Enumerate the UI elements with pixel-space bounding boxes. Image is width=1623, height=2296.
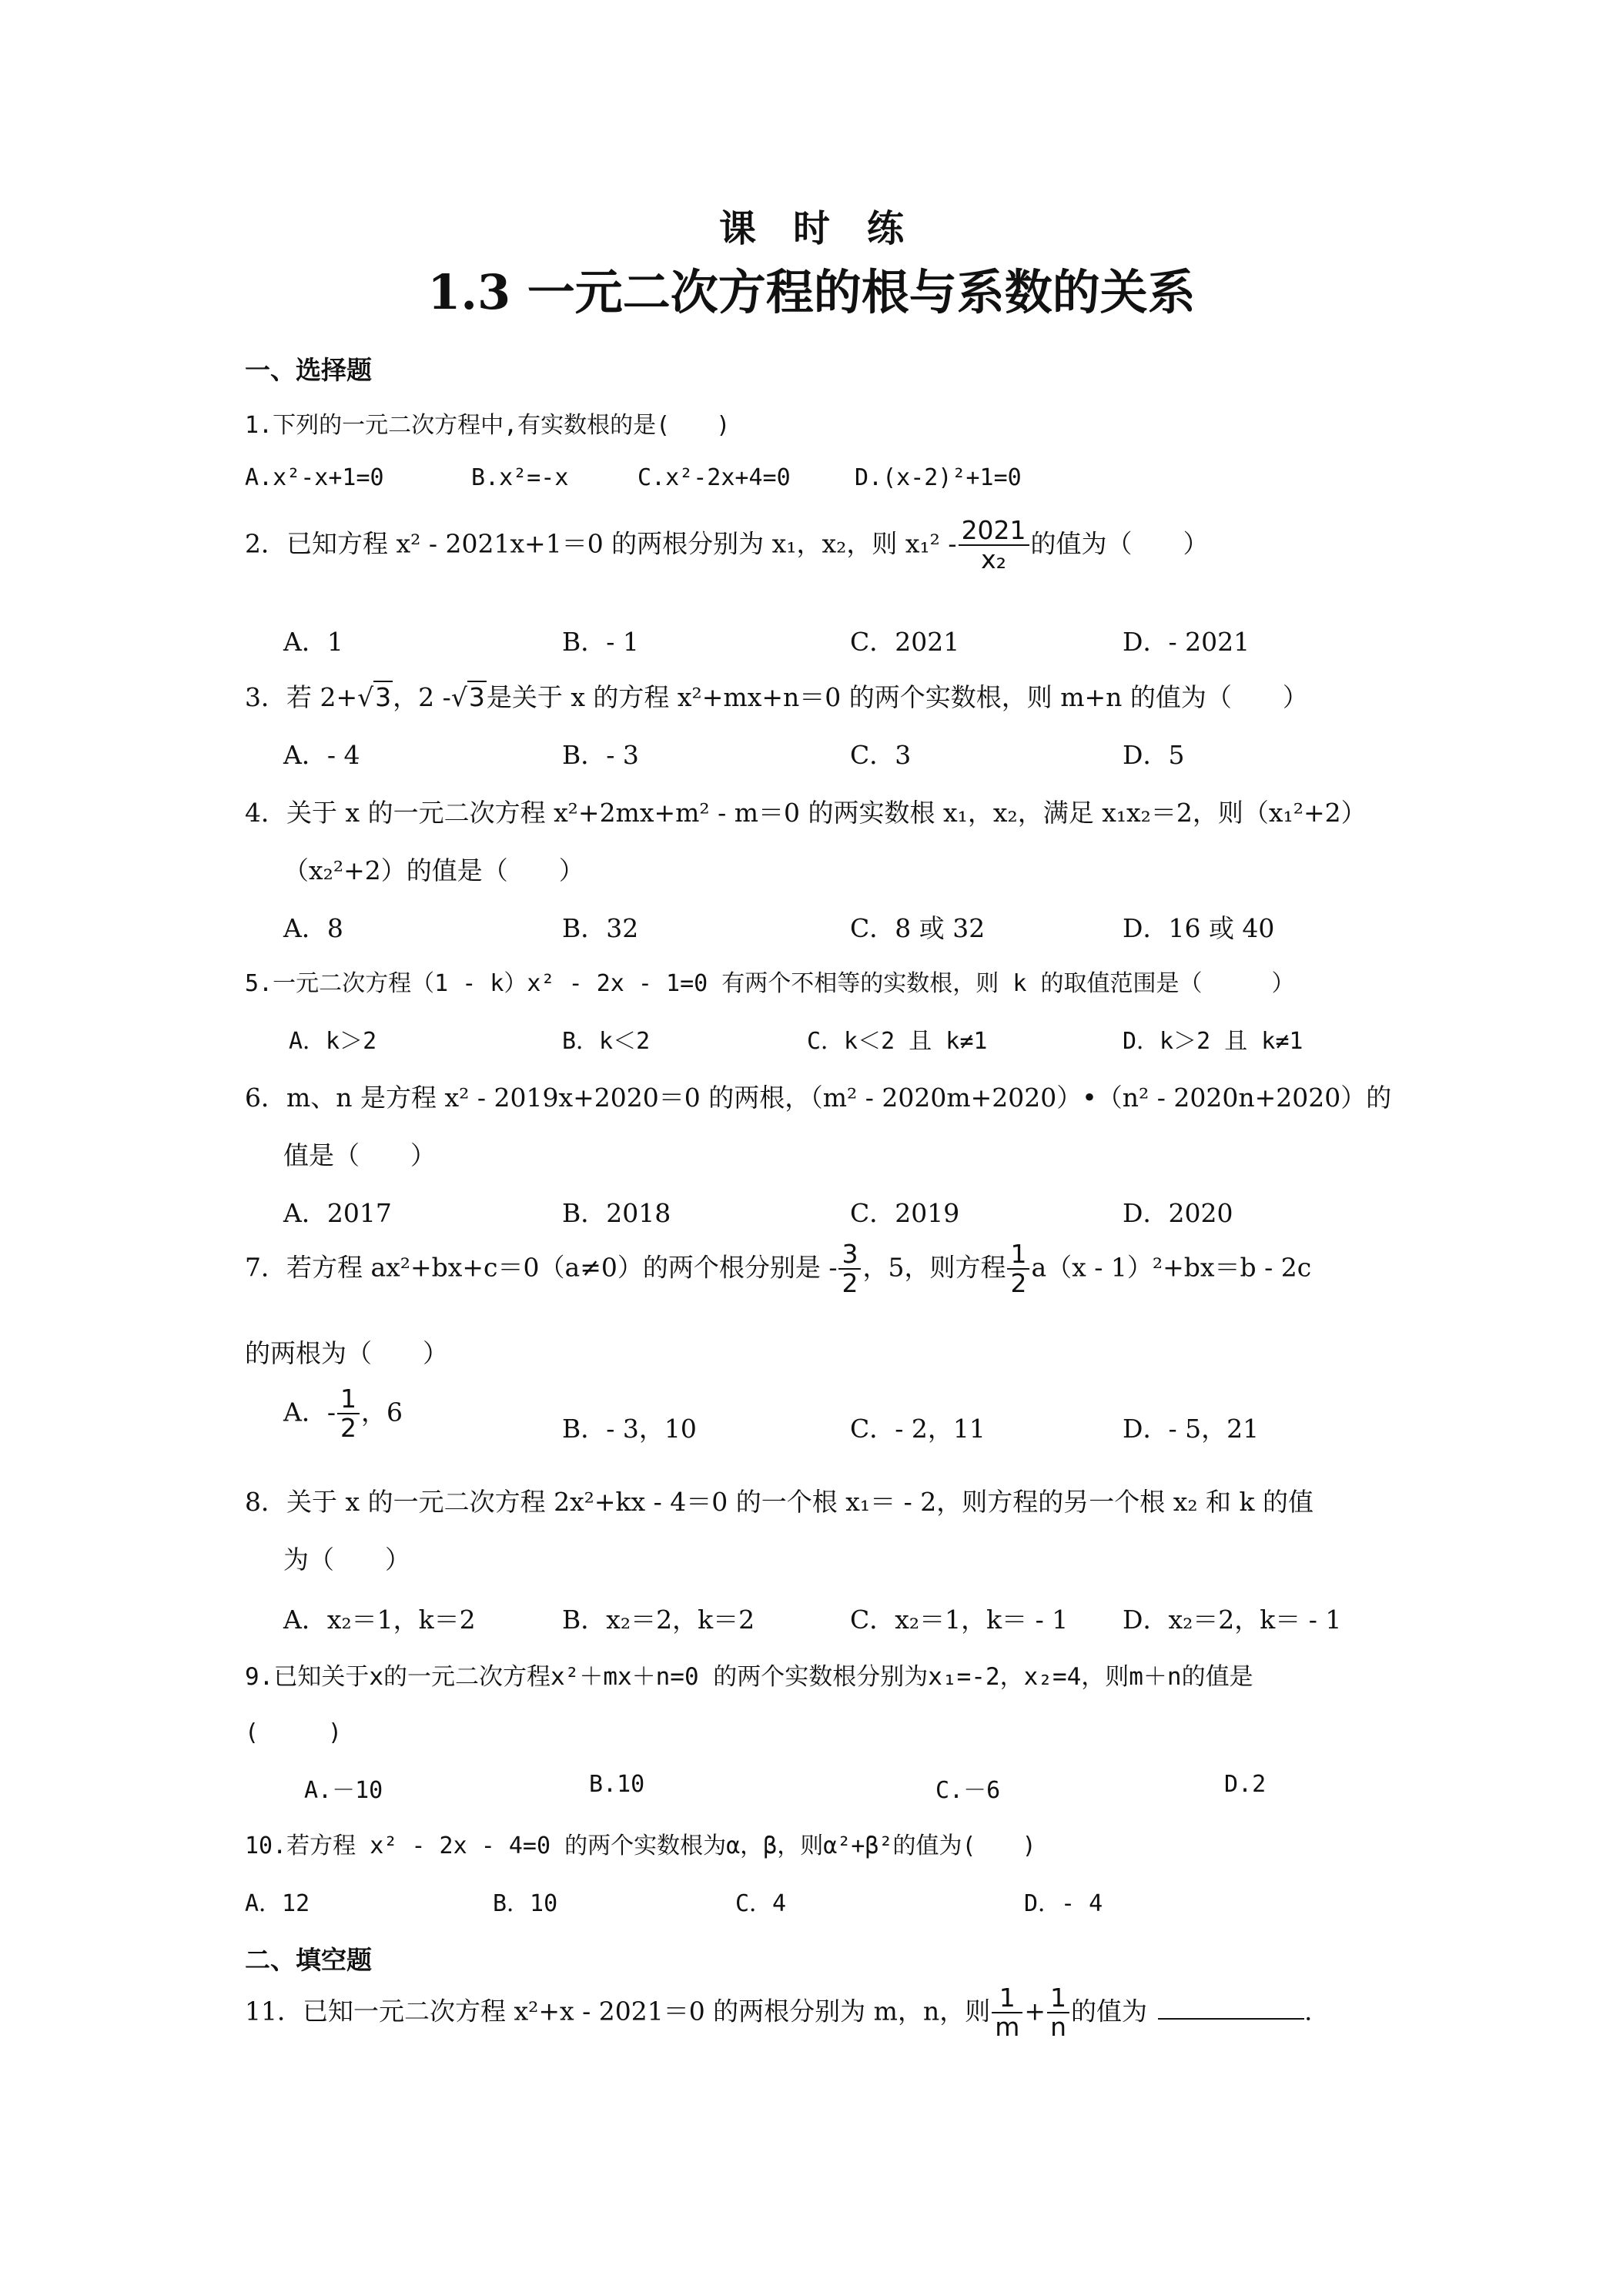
fraction-denominator: n (1050, 2011, 1066, 2042)
fraction-denominator: 2 (340, 1412, 356, 1443)
question-1-stem: 1.下列的一元二次方程中,有实数根的是( ) (245, 412, 731, 439)
question-7-option-a-fraction (337, 1386, 360, 1442)
question-3-option-b: B．- 3 (562, 740, 639, 770)
question-9-option-d: D.2 (1224, 1771, 1267, 1798)
question-10-option-c: C．4 (735, 1890, 787, 1917)
question-7-option-b: B．- 3，10 (562, 1414, 697, 1444)
question-7-text-2: ，5，则方程 (862, 1252, 1006, 1283)
question-9-option-b: B.10 (589, 1771, 645, 1798)
question-8-option-b: B．x₂＝2，k＝2 (562, 1605, 755, 1635)
question-4-line-2: （x₂²+2）的值是（ ） (283, 855, 584, 885)
fraction-denominator: m (995, 2011, 1020, 2042)
option-a-prefix: A．- (283, 1397, 336, 1427)
question-6-line-2: 值是（ ） (283, 1140, 436, 1170)
question-8-option-c: C．x₂＝1，k＝ - 1 (850, 1605, 1069, 1635)
fraction-numerator: 2021 (959, 517, 1029, 546)
question-7-option-d: D．- 5，21 (1123, 1414, 1260, 1444)
question-6-option-b: B．2018 (562, 1198, 671, 1228)
question-6-option-d: D．2020 (1123, 1198, 1233, 1228)
question-4-option-a: A．8 (283, 913, 343, 943)
question-10-option-a: A．12 (245, 1890, 310, 1917)
question-9-option-a: A.－10 (304, 1777, 383, 1804)
question-11-fraction-1 (992, 1985, 1022, 2041)
question-6-option-c: C．2019 (850, 1198, 960, 1228)
question-11-fraction-2 (1047, 1985, 1069, 2041)
question-3-text-2: ，2 - (393, 682, 451, 712)
question-7-line-2: 的两根为（ ） (245, 1338, 448, 1368)
question-11-text-post: 的值为 (1071, 1996, 1148, 2027)
question-7-fraction-1 (838, 1241, 861, 1297)
question-8-line-2: 为（ ） (283, 1545, 410, 1575)
fraction-numerator: 3 (838, 1241, 861, 1270)
question-5-option-c: C．k＜2 且 k≠1 (807, 1028, 988, 1055)
sqrt-symbol: √3 (357, 682, 392, 712)
question-4-option-b: B．32 (562, 913, 639, 943)
page-subtitle: 课 时 练 (718, 207, 904, 250)
question-5-stem: 5.一元二次方程（1 - k）x² - 2x - 1=0 有两个不相等的实数根，则 k 的取值范围是（ ） (245, 970, 1295, 997)
answer-blank[interactable] (1158, 1998, 1304, 2020)
question-6-line-1: 6．m、n 是方程 x² - 2019x+2020＝0 的两根，（m² - 2020m+2020）•（n² - 2020n+2020）的 (245, 1083, 1392, 1113)
question-9-option-c: C.－6 (935, 1777, 1001, 1804)
question-4-option-d: D．16 或 40 (1123, 913, 1275, 943)
question-7-text-3: a（x - 1）²+bx＝b - 2c (1031, 1252, 1312, 1283)
question-7-text-1: 7．若方程 ax²+bx+c＝0（a≠0）的两个根分别是 - (245, 1252, 838, 1283)
fraction-numerator: 1 (337, 1386, 360, 1414)
question-10-stem: 10.若方程 x² - 2x - 4=0 的两个实数根为α，β，则α²+β²的值为( ) (245, 1832, 1036, 1859)
question-5-option-b: B．k＜2 (562, 1028, 651, 1055)
question-10-option-b: B．10 (493, 1890, 558, 1917)
fraction-denominator: 2 (842, 1267, 858, 1298)
question-8-option-d: D．x₂＝2，k＝ - 1 (1123, 1605, 1342, 1635)
question-7-option-c: C．- 2，11 (850, 1414, 986, 1444)
question-2-option-d: D．- 2021 (1123, 627, 1250, 657)
question-5-option-a: A．k＞2 (289, 1028, 377, 1055)
question-3-option-d: D．5 (1123, 740, 1185, 770)
question-2-option-c: C．2021 (850, 627, 960, 657)
question-9-line-2: ( ) (245, 1719, 343, 1746)
question-9-line-1: 9.已知关于x的一元二次方程x²＋mx＋n=0 的两个实数根分别为x₁=-2，x₂=4，则m＋n的值是 (245, 1663, 1253, 1691)
question-4-option-c: C．8 或 32 (850, 913, 986, 943)
question-1-option-b: B.x²=-x (471, 464, 569, 491)
sqrt-symbol: √3 (450, 682, 485, 712)
question-8-option-a: A．x₂＝1，k＝2 (283, 1605, 476, 1635)
fraction-numerator: 1 (1007, 1241, 1029, 1270)
question-1-option-c: C.x²-2x+4=0 (637, 464, 791, 491)
question-3-option-c: C．3 (850, 740, 912, 770)
question-5-option-d: D．k＞2 且 k≠1 (1123, 1028, 1303, 1055)
question-11-end: . (1304, 1996, 1313, 2027)
question-3-stem (245, 678, 1308, 714)
fraction-numerator: 1 (992, 1985, 1022, 2013)
question-2-fraction (959, 517, 1029, 574)
question-4-line-1: 4．关于 x 的一元二次方程 x²+2mx+m² - m＝0 的两实数根 x₁，x₂，满足 x₁x₂＝2，则（x₁²+2） (245, 798, 1367, 828)
question-7-line-1 (245, 1241, 1311, 1297)
fraction-denominator: 2 (1010, 1267, 1027, 1298)
question-1-option-d: D.(x-2)²+1=0 (855, 464, 1022, 491)
question-7-fraction-2 (1007, 1241, 1029, 1297)
question-3-text-1: 3．若 2+ (245, 682, 358, 712)
question-2-option-a: A．1 (283, 627, 343, 657)
question-2-stem (245, 517, 1209, 574)
section-heading-choice: 一、选择题 (245, 355, 372, 385)
question-1-option-a: A.x²-x+1=0 (245, 464, 384, 491)
question-7-option-a (283, 1386, 403, 1442)
question-8-line-1: 8．关于 x 的一元二次方程 2x²+kx - 4＝0 的一个根 x₁＝ - 2，则方程的另一个根 x₂ 和 k 的值 (245, 1487, 1314, 1517)
radicand: 3 (375, 682, 392, 712)
fraction-denominator: x₂ (981, 544, 1006, 574)
question-11-stem (245, 1985, 1313, 2041)
question-2-text-post: 的值为（ ） (1030, 528, 1209, 559)
fraction-numerator: 1 (1047, 1985, 1069, 2013)
question-11-text-pre: 11．已知一元二次方程 x²+x - 2021＝0 的两根分别为 m，n，则 (245, 1996, 991, 2027)
question-6-option-a: A．2017 (283, 1198, 392, 1228)
section-heading-fill: 二、填空题 (245, 1945, 372, 1975)
question-3-text-3: 是关于 x 的方程 x²+mx+n＝0 的两个实数根，则 m+n 的值为（ ） (486, 682, 1308, 712)
question-3-option-a: A．- 4 (283, 740, 360, 770)
question-2-option-b: B．- 1 (562, 627, 639, 657)
option-a-suffix: ，6 (360, 1397, 403, 1427)
question-2-text-pre: 2．已知方程 x² - 2021x+1＝0 的两根分别为 x₁，x₂，则 x₁² - (245, 528, 957, 559)
radicand: 3 (468, 682, 485, 712)
question-10-option-d: D．- 4 (1024, 1890, 1103, 1917)
page-title: 1.3 一元二次方程的根与系数的关系 (427, 264, 1196, 320)
plus-sign: + (1024, 1996, 1046, 2027)
